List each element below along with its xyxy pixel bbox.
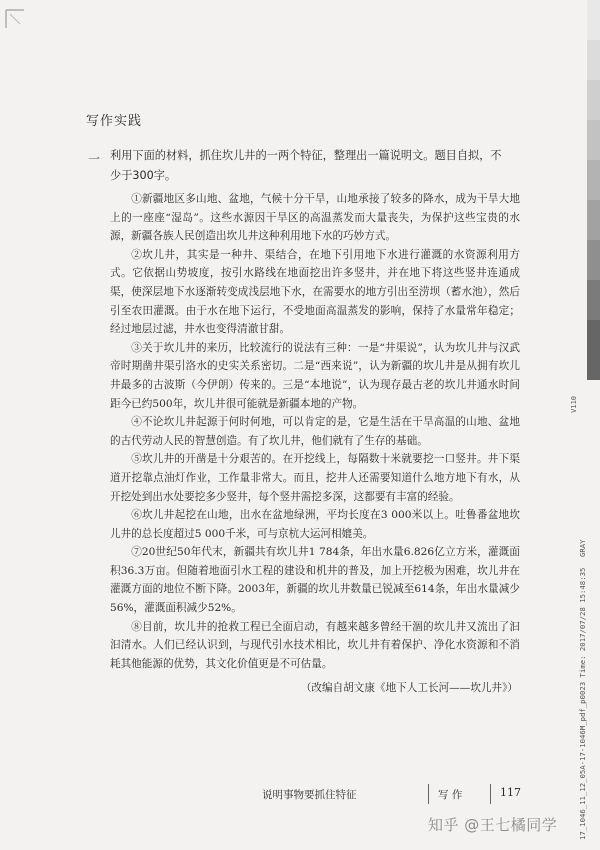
material-paragraph: ⑦20世纪50年代末，新疆共有坎儿井1 784条，年出水量6.826亿立方米，灌溉面积36.3万亩。但随着地面引水工程的建设和机井的普及，加上开挖极为困难，坎儿井在灌溉方面的地位不断下降。2003年，新疆的坎儿井数量已锐减至614条，年出水量减少56%，灌溉面积减少52%。 [110, 546, 520, 615]
section-title: 写作实践 [86, 114, 143, 129]
color-calibration-strip [587, 0, 600, 380]
material-paragraph: ②坎儿井，其实是一种井、渠结合，在地下引用地下水进行灌溉的水资源利用方式。它依据山势坡度，按引水路线在地面挖出许多竖井，并在地下将这些竖井连通成渠，使深层地下水逐渐转变成浅层地下水，在需要水的地方引出至涝坝（蓄水池），然后引至农田灌溉。由于水在地下运行，不受地面高温蒸发的影响，保持了水量常年稳定；经过地层过滤，井水也变得清澈甘甜。 [110, 248, 520, 336]
print-metadata-label [578, 520, 587, 840]
material-paragraph: ⑤坎儿井的开凿是十分艰苦的。在开挖线上，每隔数十米就要挖一口竖井。井下渠道开挖靠点油灯作业，工作量非常大。而且，挖井人还需要知道什么地方地下有水，从开挖处到出水处要挖多少竖井，每个竖井需挖多深，这都要有丰富的经验。 [110, 453, 520, 503]
material-body [110, 190, 520, 673]
footer-divider [428, 784, 429, 804]
question-text: 利用下面的材料，抓住坎儿井的一两个特征，整理出一篇说明文。题目自拟，不少于300字。 [110, 149, 502, 182]
material-paragraph: ③关于坎儿井的来历，比较流行的说法有三种：一是“井渠说”，认为坎儿井与汉武帝时期凿井渠引洛水的史实关系密切。二是“西来说”，认为新疆的坎儿井是从拥有坎儿井最多的古波斯（今伊朗）传来的。三是“本地说”，认为现存最古老的坎儿井通水时间距今已约500年，坎儿井很可能就是新疆本地的产物。 [110, 341, 520, 410]
print-metadata-text: 17_1046_11_12_05A-17-1046M_pdf_p0023 Time: 2017/07/28 15:48:35 [578, 567, 587, 840]
footer-divider [490, 784, 491, 804]
material-paragraph: ①新疆地区多山地、盆地，气候十分干旱，山地承接了较多的降水，成为干旱大地上的一座座“湿岛”。这些水源因干旱区的高温蒸发而大量丧失，为保护这些宝贵的水源，新疆各族人民创造出坎儿井这种利用地下水的巧妙方式。 [110, 193, 520, 243]
footer-section-label: 写 作 [438, 789, 463, 801]
zhihu-watermark: 知乎 @王七橘同学 [428, 816, 558, 834]
material-paragraph: ⑧目前，坎儿井的抢救工程已全面启动，有越来越多曾经干涸的坎儿井又流出了汩汩清水。人们已经认识到，与现代引水技术相比，坎儿井有着保护、净化水资源和不消耗其他能源的优势，其文化价值更是不可估量。 [110, 620, 520, 670]
source-citation: （改编自胡文康《地下人工长河——坎儿井》） [300, 682, 518, 694]
print-code-label: V110 [570, 396, 578, 413]
page-number: 117 [500, 786, 521, 799]
material-paragraph: ④不论坎儿井起源于何时何地，可以肯定的是，它是生活在干旱高温的山地、盆地的古代劳动人民的智慧创造。有了坎儿井，他们就有了生存的基础。 [110, 416, 520, 447]
material-paragraph: ⑥坎儿井起挖在山地，出水在盆地绿洲，平均长度在3 000米以上。吐鲁番盆地坎儿井的总长度超过5 000千米，可与京杭大运河相媲美。 [110, 509, 520, 540]
question-number: 一 [88, 152, 101, 166]
footer-chapter-title: 说明事物要抓住特征 [262, 789, 357, 801]
page-corner-mark [4, 8, 26, 30]
print-gray-label: GRAY [578, 539, 587, 558]
